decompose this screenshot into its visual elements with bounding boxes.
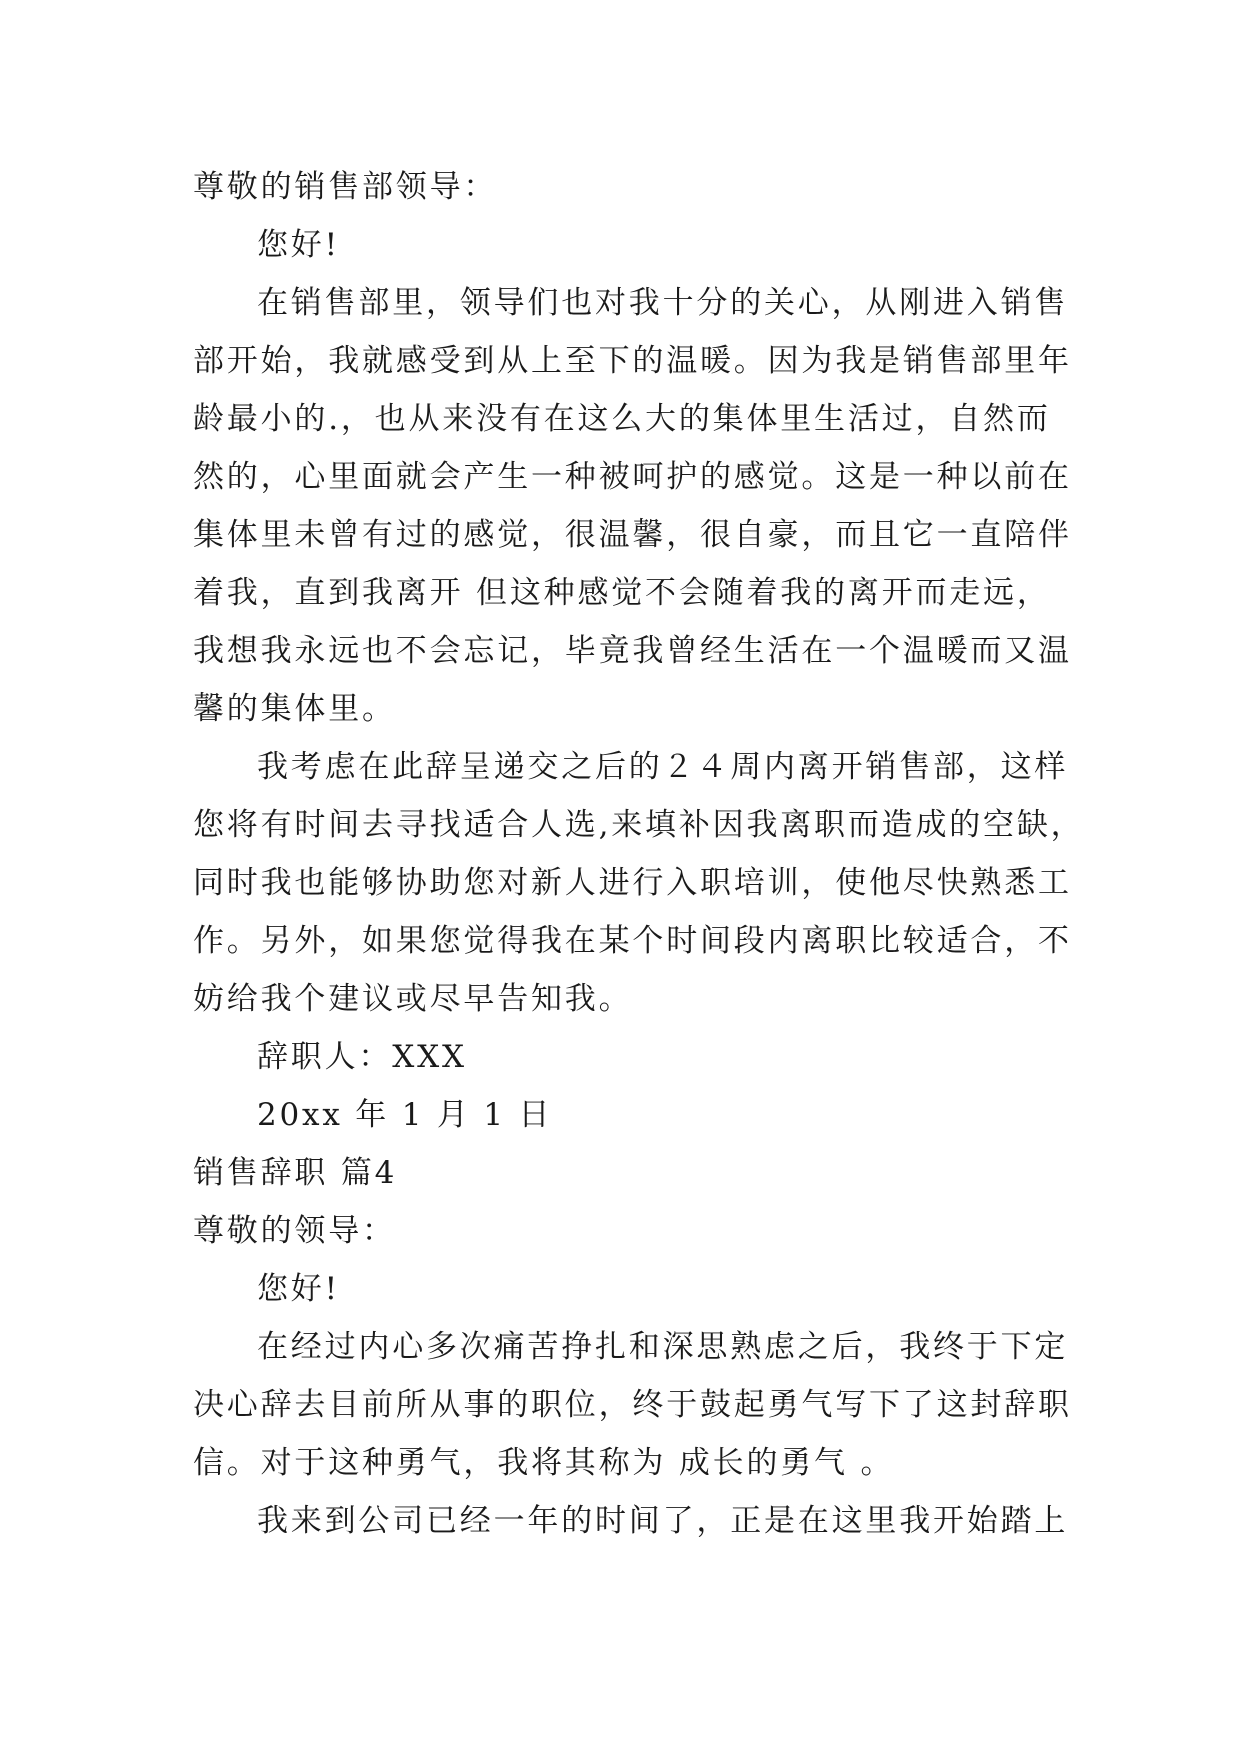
paragraph-line: 作。另外，如果您觉得我在某个时间段内离职比较适合，不: [193, 923, 1072, 959]
paragraph-line: 决心辞去目前所从事的职位，终于鼓起勇气写下了这封辞职: [193, 1387, 1072, 1423]
greeting: 您好!: [257, 227, 340, 263]
date: 20xx 年 1 月 1 日: [257, 1097, 553, 1133]
paragraph-line: 集体里未曾有过的感觉，很温馨，很自豪，而且它一直陪伴: [193, 517, 1072, 553]
signer: 辞职人：XXX: [257, 1039, 467, 1075]
salutation: 尊敬的领导：: [193, 1213, 396, 1249]
paragraph-line: 同时我也能够协助您对新人进行入职培训，使他尽快熟悉工: [193, 865, 1072, 901]
paragraph-line: 着我，直到我离开 但这种感觉不会随着我的离开而走远，: [193, 575, 1051, 611]
paragraph-line: 龄最小的.，也从来没有在这么大的集体里生活过，自然而: [193, 401, 1051, 437]
section-heading: 销售辞职 篇4: [193, 1155, 398, 1191]
paragraph-line: 然的，心里面就会产生一种被呵护的感觉。这是一种以前在: [193, 459, 1072, 495]
paragraph-line: 妨给我个建议或尽早告知我。: [193, 981, 633, 1017]
paragraph-line: 部开始，我就感受到从上至下的温暖。因为我是销售部里年: [193, 343, 1072, 379]
paragraph-line: 我想我永远也不会忘记，毕竟我曾经生活在一个温暖而又温: [193, 633, 1072, 669]
paragraph-line: 在经过内心多次痛苦挣扎和深思熟虑之后，我终于下定: [257, 1329, 1069, 1365]
salutation: 尊敬的销售部领导：: [193, 169, 498, 205]
paragraph-line: 信。对于这种勇气，我将其称为 成长的勇气 。: [193, 1445, 895, 1481]
paragraph-line: 馨的集体里。: [193, 691, 396, 727]
document-body: [193, 158, 1085, 1550]
paragraph-line: 我来到公司已经一年的时间了，正是在这里我开始踏上: [257, 1503, 1069, 1539]
paragraph-line: 您将有时间去寻找适合人选,来填补因我离职而造成的空缺，: [193, 807, 1085, 843]
greeting: 您好!: [257, 1271, 340, 1307]
paragraph-line: 我考虑在此辞呈递交之后的２４周内离开销售部，这样: [257, 749, 1069, 785]
paragraph-line: 在销售部里，领导们也对我十分的关心，从刚进入销售: [257, 285, 1069, 321]
